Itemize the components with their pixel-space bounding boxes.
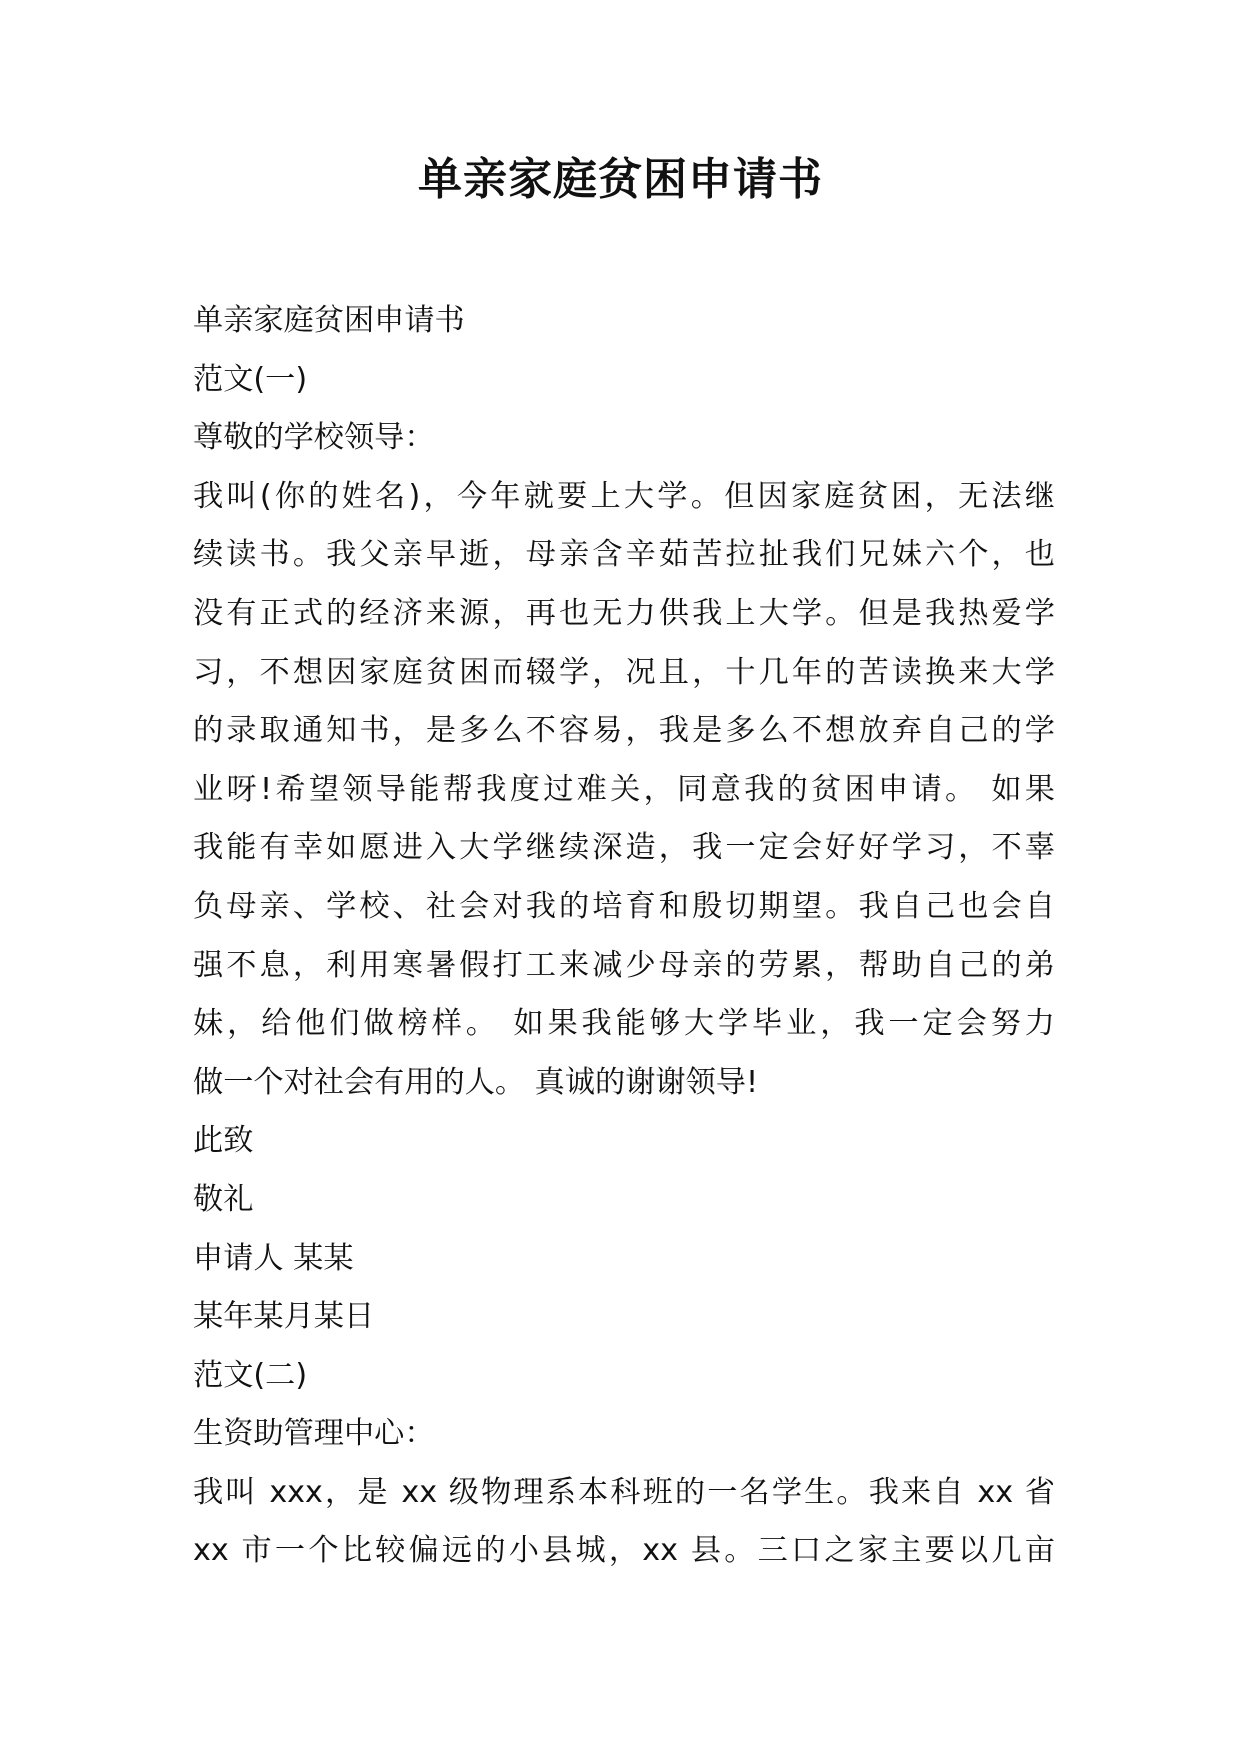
text-line: 尊敬的学校领导： bbox=[193, 420, 435, 456]
text-line: xx 市一个比较偏远的小县城，xx 县。三口之家主要以几亩 bbox=[193, 1533, 1055, 1569]
text-line: 敬礼 bbox=[193, 1181, 254, 1217]
text-line: 某年某月某日 bbox=[193, 1299, 375, 1335]
text-line: 范文(一) bbox=[193, 361, 308, 397]
text-line: 我能有幸如愿进入大学继续深造，我一定会好好学习，不辜 bbox=[193, 830, 1055, 866]
text-line: 单亲家庭贫困申请书 bbox=[193, 303, 465, 338]
text-line: 强不息，利用寒暑假打工来减少母亲的劳累，帮助自己的弟 bbox=[193, 947, 1055, 983]
text-line: 妹，给他们做榜样。 如果我能够大学毕业，我一定会努力 bbox=[193, 1006, 1055, 1042]
text-line: 范文(二) bbox=[193, 1357, 308, 1393]
text-line: 我叫 xxx，是 xx 级物理系本科班的一名学生。我来自 xx 省 bbox=[193, 1474, 1055, 1510]
text-line: 习，不想因家庭贫困而辍学，况且，十几年的苦读换来大学 bbox=[193, 654, 1055, 690]
text-line: 做一个对社会有用的人。 真诚的谢谢领导! bbox=[193, 1064, 759, 1100]
text-line: 生资助管理中心： bbox=[193, 1416, 435, 1452]
text-line: 我叫(你的姓名)，今年就要上大学。但因家庭贫困，无法继 bbox=[193, 478, 1055, 514]
text-line: 负母亲、学校、社会对我的培育和殷切期望。我自己也会自 bbox=[193, 888, 1055, 924]
text-line: 没有正式的经济来源，再也无力供我上大学。但是我热爱学 bbox=[193, 595, 1055, 631]
document-title: 单亲家庭贫困申请书 bbox=[418, 154, 823, 205]
text-line: 此致 bbox=[193, 1123, 254, 1159]
text-line: 续读书。我父亲早逝，母亲含辛茹苦拉扯我们兄妹六个，也 bbox=[193, 537, 1055, 573]
text-line: 申请人 某某 bbox=[193, 1240, 354, 1276]
text-line: 的录取通知书，是多么不容易，我是多么不想放弃自己的学 bbox=[193, 713, 1055, 749]
document-body bbox=[193, 292, 1055, 1581]
text-line: 业呀!希望领导能帮我度过难关，同意我的贫困申请。 如果 bbox=[193, 771, 1055, 807]
